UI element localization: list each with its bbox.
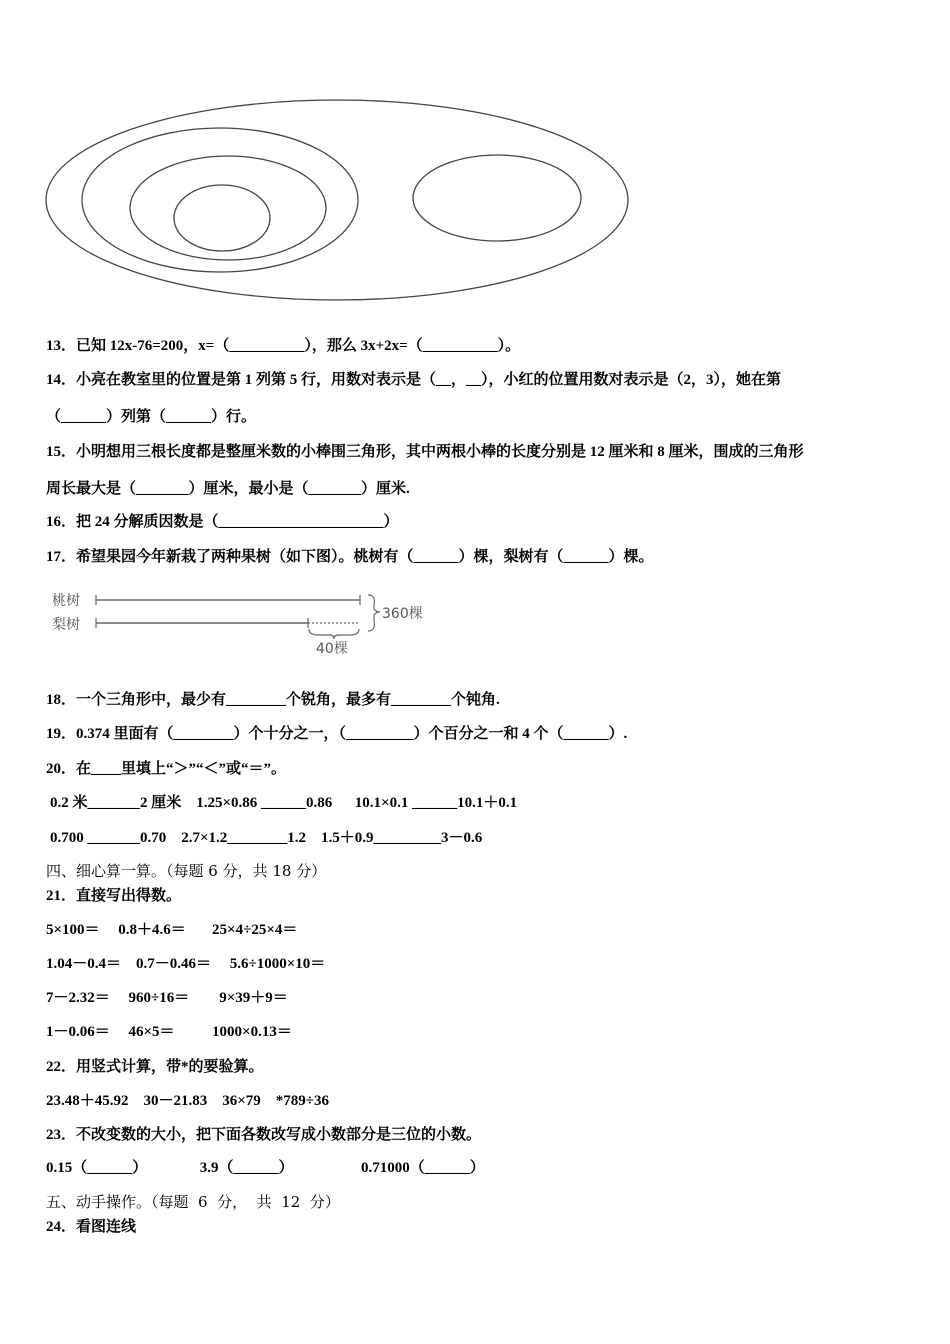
total-brace (368, 595, 380, 631)
fruit-tree-diagram (46, 585, 446, 665)
question-13: 13．已知 12x-76=200，x=（__________），那么 3x+2x=（__________）。 (46, 338, 521, 354)
ellipse-diagram (0, 0, 950, 330)
question-24: 24．看图连线 (46, 1219, 137, 1235)
diff-label: 40棵 (316, 641, 348, 657)
question-21-row-4: 1－0.06＝ 46×5＝ 1000×0.13＝ (46, 1024, 292, 1040)
label-peach: 桃树 (52, 593, 80, 609)
question-19: 19．0.374 里面有（________）个十分之一，（_________）个百分之一和 4 个（______）. (46, 726, 628, 742)
ellipse-level-4 (174, 185, 270, 251)
question-14-line-1: 14．小亮在教室里的位置是第 1 列第 5 行，用数对表示是（__，__），小红的位置用数对表示是（2，3），她在第 (46, 372, 782, 388)
ellipse-right (413, 155, 581, 241)
question-15-line-2: 周长最大是（_______）厘米，最小是（_______）厘米. (46, 481, 410, 497)
section-5-heading: 五、动手操作。（每题 6 分， 共 12 分） (46, 1193, 340, 1211)
label-pear: 梨树 (52, 617, 80, 633)
question-14-line-2: （______）列第（______）行。 (46, 409, 257, 425)
question-21-row-3: 7－2.32＝ 960÷16＝ 9×39＋9＝ (46, 990, 288, 1006)
question-22: 22．用竖式计算，带*的要验算。 (46, 1059, 264, 1075)
question-15-line-1: 15．小明想用三根长度都是整厘米数的小棒围三角形，其中两根小棒的长度分别是 12 厘米和 8 厘米，围成的三角形 (46, 444, 804, 460)
question-22-row: 23.48＋45.92 30－21.83 36×79 *789÷36 (46, 1093, 330, 1109)
question-20: 20．在____里填上“＞”“＜”或“＝”。 (46, 761, 287, 777)
question-18: 18．一个三角形中，最少有________个锐角，最多有________个钝角. (46, 692, 500, 708)
ellipse-level-3 (130, 156, 326, 260)
question-21-row-1: 5×100＝ 0.8＋4.6＝ 25×4÷25×4＝ (46, 922, 298, 938)
question-23: 23．不改变数的大小，把下面各数改写成小数部分是三位的小数。 (46, 1127, 482, 1143)
question-20-row-1: 0.2 米_______2 厘米 1.25×0.86 ______0.86 10.1×0.1 ______10.1＋0.1 (50, 795, 518, 811)
section-4-heading: 四、细心算一算。（每题 6 分，共 18 分） (46, 862, 327, 880)
question-17: 17．希望果园今年新栽了两种果树（如下图）。桃树有（______）棵，梨树有（______）棵。 (46, 549, 654, 565)
question-20-row-2: 0.700 _______0.70 2.7×1.2________1.2 1.5＋0.9_________3－0.6 (50, 830, 483, 846)
total-label: 360棵 (382, 606, 423, 622)
question-21: 21．直接写出得数。 (46, 888, 182, 904)
question-23-row: 0.15（______） 3.9（______） 0.71000（______） (46, 1160, 485, 1176)
diff-brace (309, 629, 359, 639)
outer-ellipse (46, 100, 628, 300)
question-21-row-2: 1.04－0.4＝ 0.7－0.46＝ 5.6÷1000×10＝ (46, 956, 326, 972)
question-16: 16．把 24 分解质因数是（______________________） (46, 514, 399, 530)
